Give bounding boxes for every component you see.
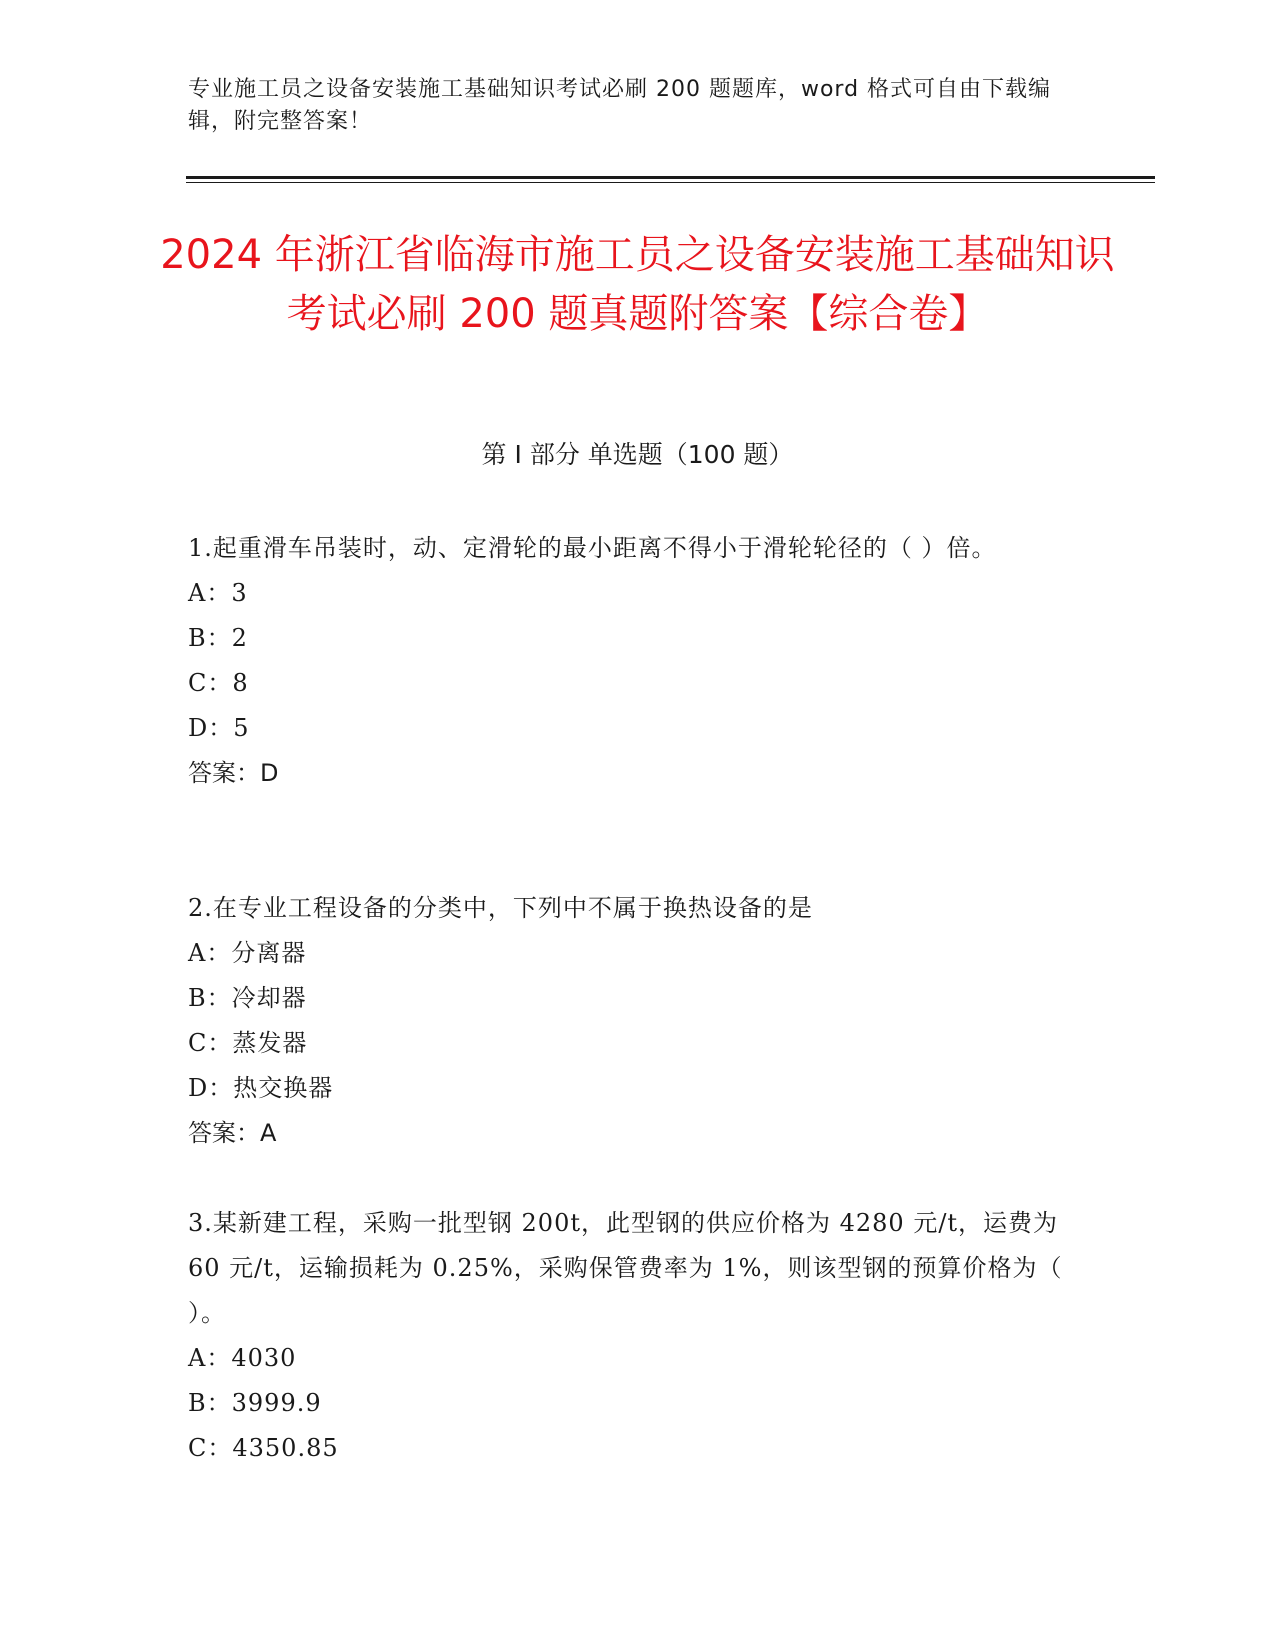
option-c: C：8 (188, 669, 249, 697)
answer: 答案：D (188, 759, 279, 787)
section-title: 第 I 部分 单选题（100 题） (481, 440, 794, 469)
option-a: A：3 (188, 579, 248, 607)
question-3 (188, 1201, 1088, 1471)
question-stem: 3.某新建工程，采购一批型钢 200t，此型钢的供应价格为 4280 元/t，运费为 60 元/t，运输损耗为 0.25%，采购保管费率为 1%，则该型钢的预算价格为（ ）。 (188, 1209, 1063, 1327)
question-1 (188, 526, 1088, 796)
question-stem: 2.在专业工程设备的分类中，下列中不属于换热设备的是 (188, 894, 813, 922)
option-c: C：蒸发器 (188, 1029, 308, 1057)
option-a: A：分离器 (188, 939, 307, 967)
answer: 答案：A (188, 1119, 277, 1147)
header-rule-thin (186, 182, 1155, 183)
option-b: B：冷却器 (188, 984, 307, 1012)
document-title: 2024 年浙江省临海市施工员之设备安装施工基础知识考试必刷 200 题真题附答案【综合卷】 (160, 232, 1115, 337)
question-stem: 1.起重滑车吊装时，动、定滑轮的最小距离不得小于滑轮轮径的（ ）倍。 (188, 534, 997, 562)
option-b: B：2 (188, 624, 248, 652)
option-a: A：4030 (188, 1344, 297, 1372)
option-c: C：4350.85 (188, 1434, 339, 1462)
question-2 (188, 886, 1088, 1156)
header-rule-thick (186, 176, 1155, 179)
option-d: D：5 (188, 714, 250, 742)
option-b: B：3999.9 (188, 1389, 322, 1417)
header-note: 专业施工员之设备安装施工基础知识考试必刷 200 题题库，word 格式可自由下载编辑，附完整答案！ (188, 77, 1052, 134)
option-d: D：热交换器 (188, 1074, 334, 1102)
